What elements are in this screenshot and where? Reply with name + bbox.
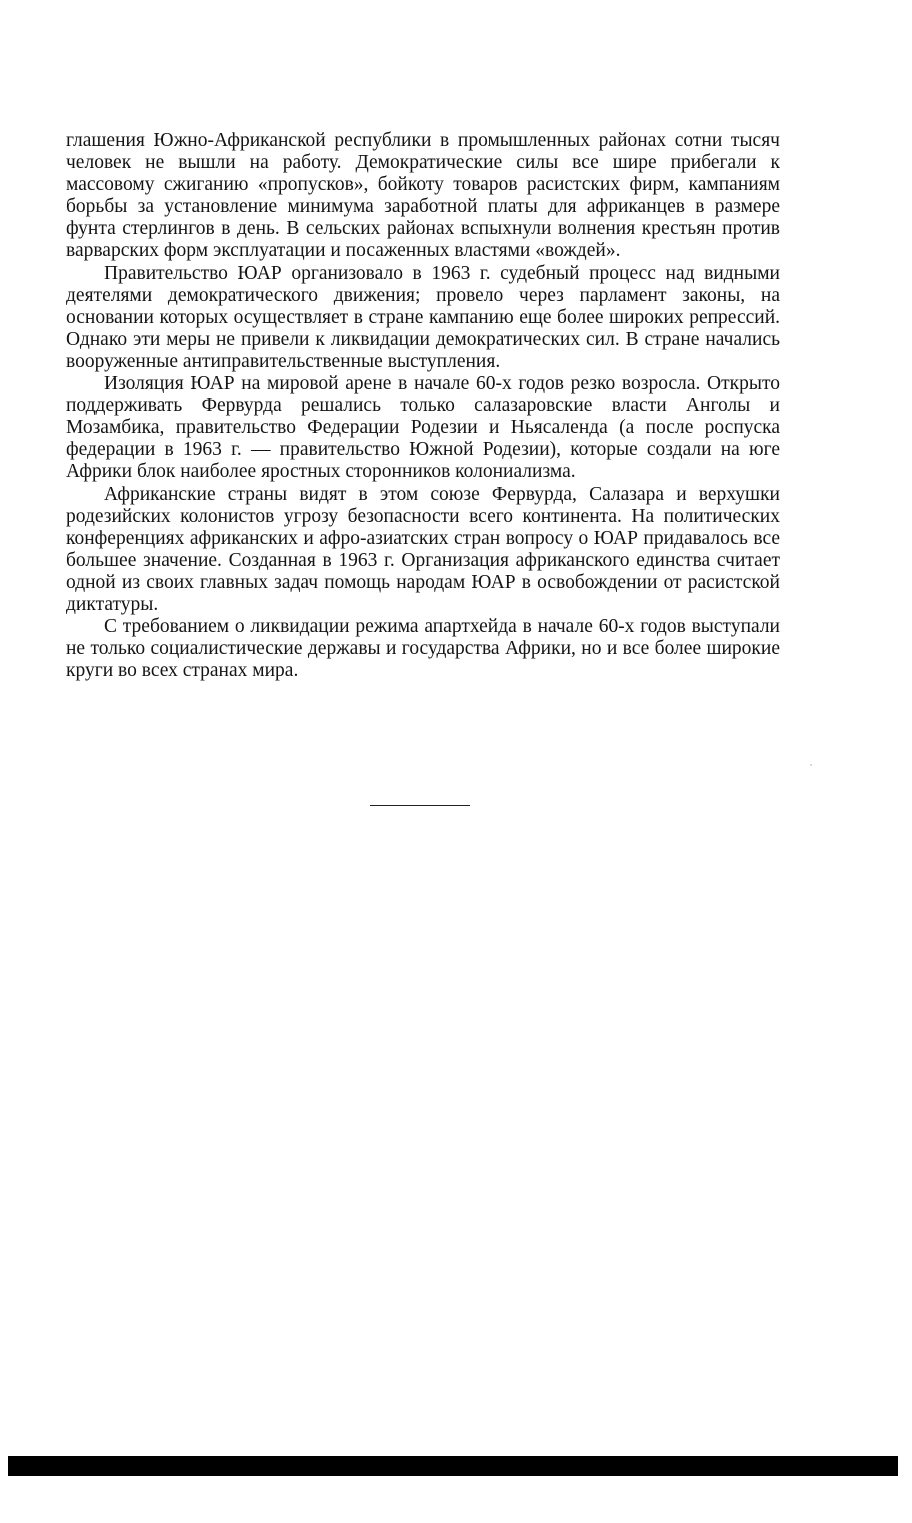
paragraph: Изоляция ЮАР на мировой арене в начале 60-х годов резко возросла. Открыто поддерживать Фервурда решались только салазаровские власти Анголы и Мозамбика, правительство Федерации Родезии и Ньясаленда (а после роспуска федерации в 1963 г. — правительство Южной Родезии), которые создали на юге Африки блок наиболее яростных сторонников колониализма. xyxy=(66,373,780,483)
paragraph: С требованием о ликвидации режима апартхейда в начале 60-х годов выступали не только социалистические державы и государства Африки, но и все более широкие круги во всех странах мира. xyxy=(66,616,780,682)
scan-bottom-border xyxy=(8,1456,898,1476)
paragraph-continuation: глашения Южно-Африканской республики в промышленных районах сотни тысяч человек не вышли на работу. Демократические силы все шире прибегали к массовому сжиганию «пропусков», бойкоту товаров расистских фирм, кампаниям борьбы за установление минимума заработной платы для африканцев в размере фунта стерлингов в день. В сельских районах вспыхнули волнения крестьян против варварских форм эксплуатации и посаженных властями «вождей». xyxy=(66,130,780,262)
scan-speck xyxy=(810,764,812,766)
body-text xyxy=(66,130,780,682)
paragraph: Правительство ЮАР организовало в 1963 г. судебный процесс над видными деятелями демократического движения; провело через парламент законы, на основании которых осуществляет в стране кампанию еще более широких репрессий. Однако эти меры не привели к ликвидации демократических сил. В стране начались вооруженные антиправительственные выступления. xyxy=(66,262,780,372)
paragraph: Африканские страны видят в этом союзе Фервурда, Салазара и верхушки родезийских колонистов угрозу безопасности всего континента. На политических конференциях африканских и афро-азиатских стран вопросу о ЮАР придавалось все большее значение. Созданная в 1963 г. Организация африканского единства считает одной из своих главных задач помощь народам ЮАР в освобождении от расистской диктатуры. xyxy=(66,483,780,615)
section-end-rule xyxy=(370,805,470,806)
